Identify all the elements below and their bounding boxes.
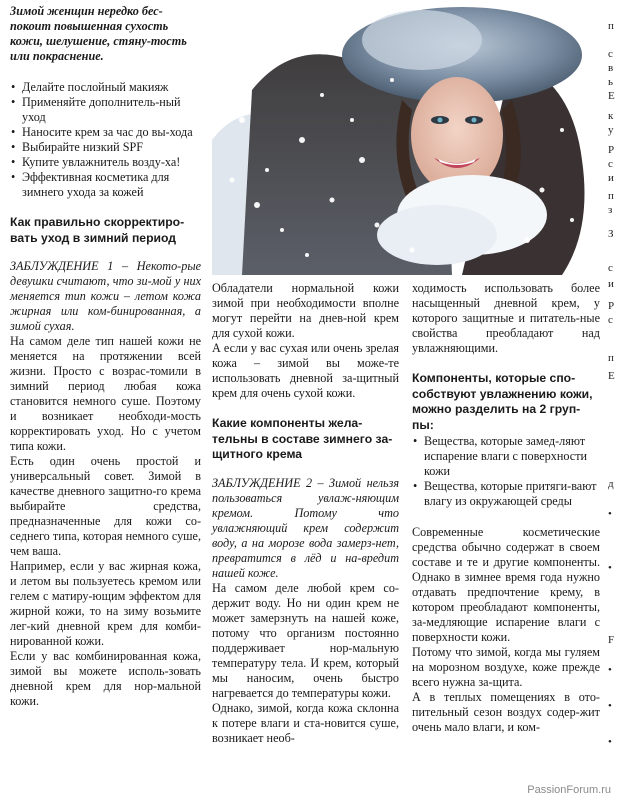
- edge-letter: у: [608, 124, 614, 136]
- edge-letter: п: [608, 190, 614, 202]
- paragraph: На самом деле любой крем со-держит воду. Но ни один крем не может замерзнуть на нашей коже, потому что организм постоянно поддерживает нор-мальную температуру тела. И крем, который мы наносим, очень быстро нагревается до температуры кожи.: [212, 580, 399, 700]
- edge-letter: E: [608, 90, 615, 102]
- paragraph: Если у вас комбинированная кожа, зимой вы можете исполь-зовать дневной крем для нор-мальной кожи.: [10, 649, 201, 708]
- edge-letter: ь: [608, 76, 614, 88]
- edge-letter: •: [608, 664, 612, 676]
- edge-letter: P: [608, 300, 615, 312]
- paragraph: А если у вас сухая или очень зрелая кожа – зимой вы може-те использовать дневной за-щитный крем для очень сухой кожи.: [212, 341, 399, 400]
- list-item: • Применяйте дополнитель-ный уход: [10, 95, 201, 125]
- paragraph: Потому что зимой, когда мы гуляем на морозном воздухе, коже прежде всего нужна за-щита.: [412, 645, 600, 689]
- edge-letter: с: [608, 314, 613, 326]
- section-heading: Компоненты, которые спо-собствуют увлажнению кожи, можно разделить на 2 груп-пы:: [412, 371, 593, 432]
- edge-letter: с: [608, 262, 613, 274]
- paragraph: Обладатели нормальной кожи зимой при необходимости вполне могут перейти на днев-ной крем для сухой кожи.: [212, 281, 399, 340]
- edge-letter: P: [608, 144, 615, 156]
- list-item: • Наносите крем за час до вы-хода: [10, 125, 201, 140]
- paragraph: Например, если у вас жирная кожа, и летом вы пользуетесь кремом или гелем с матиру-ющим эффектом для жирной кожи, то на зиму возьмите лег-кий дневной крем для комби-нированной кожи.: [10, 559, 201, 648]
- edge-letter: д: [608, 478, 614, 490]
- intro-text: Зимой женщин нередко бес-покоит повышенная сухость кожи, шелушение, стяну-тость или покраснение.: [10, 4, 187, 63]
- edge-letter: в: [608, 62, 614, 74]
- myth-1-text: ЗАБЛУЖДЕНИЕ 1 – Некото-рые девушки считают, что зи-мой у них меняется тип кожи – летом кожа жирная или ком-бинированная, а зимой сухая.: [10, 259, 201, 333]
- edge-letter: с: [608, 158, 613, 170]
- paragraph: Современные косметические средства обычно содержат в своем составе и те и другие компоненты. Однако в зимнее время года нужно отдавать предпочтение крему, в котором преобладают компоненты, за-медляющие испарение влаги с поверхности кожи.: [412, 525, 600, 644]
- edge-letter: F: [608, 634, 615, 646]
- edge-letter: п: [608, 352, 614, 364]
- cropped-next-column: [606, 0, 617, 800]
- myth-2-text: ЗАБЛУЖДЕНИЕ 2 – Зимой нельзя пользоваться увлаж-няющим кремом. Потому что увлажняющий крем содержит воду, а на морозе вода замерз-нет, превратится в лёд и на-вредит нашей коже.: [212, 475, 399, 580]
- tips-list: [10, 80, 201, 200]
- list-item: • Вещества, которые притяги-вают влагу из окружающей среды: [412, 479, 600, 509]
- edge-letter: •: [608, 562, 612, 574]
- paragraph: На самом деле тип нашей кожи не меняется на протяжении всей жизни. Просто с возрас-томили в зимний период любая кожа становится немного суше. Поэтому и возникает необходи-мость корректировать уход. Но с учетом типа кожи.: [10, 334, 201, 453]
- edge-letter: п: [608, 20, 614, 32]
- section-heading: Какие компоненты жела-тельны в составе зимнего за-щитного крема: [212, 416, 393, 461]
- edge-letter: E: [608, 370, 615, 382]
- list-item: • Вещества, которые замед-ляют испарение влаги с поверхности кожи: [412, 434, 600, 479]
- paragraph: Однако, зимой, когда кожа склонна к потере влаги и ста-новится суше, возникает необ-: [212, 700, 399, 745]
- edge-letter: •: [608, 736, 612, 748]
- list-item: • Купите увлажнитель возду-ха!: [10, 155, 201, 170]
- edge-letter: с: [608, 48, 613, 60]
- column-2: [212, 281, 399, 746]
- winter-woman-photo: [212, 0, 592, 275]
- column-3: [412, 281, 600, 735]
- paragraph: А в теплых помещениях в ото-пительный сезон воздух содер-жит очень мало влаги, и ком-: [412, 690, 600, 734]
- edge-letter: з: [608, 204, 613, 216]
- edge-letter: •: [608, 700, 612, 712]
- edge-letter: •: [608, 508, 612, 520]
- column-1: [10, 4, 201, 709]
- paragraph: Есть один очень простой и универсальный совет. Зимой в качестве дневного защитно-го крема выбирайте средства, предназначенные для кожи со-седнего типа, которая немного суше, чем ваша.: [10, 454, 201, 558]
- watermark: PassionForum.ru: [527, 784, 611, 796]
- groups-list: [412, 434, 600, 509]
- paragraph: ходимость использовать более насыщенный дневной крем, у которого защитные и питатель-ные свойства преобладают над увлажняющими.: [412, 281, 600, 355]
- list-item: • Делайте послойный макияж: [10, 80, 201, 95]
- edge-letter: к: [608, 110, 614, 122]
- edge-letter: и: [608, 278, 614, 290]
- edge-letter: З: [608, 228, 614, 240]
- edge-letter: и: [608, 172, 614, 184]
- list-item: • Выбирайте низкий SPF: [10, 140, 201, 155]
- section-heading: Как правильно скорректиро-вать уход в зимний период: [10, 215, 185, 245]
- list-item: • Эффективная косметика для зимнего ухода за кожей: [10, 170, 201, 200]
